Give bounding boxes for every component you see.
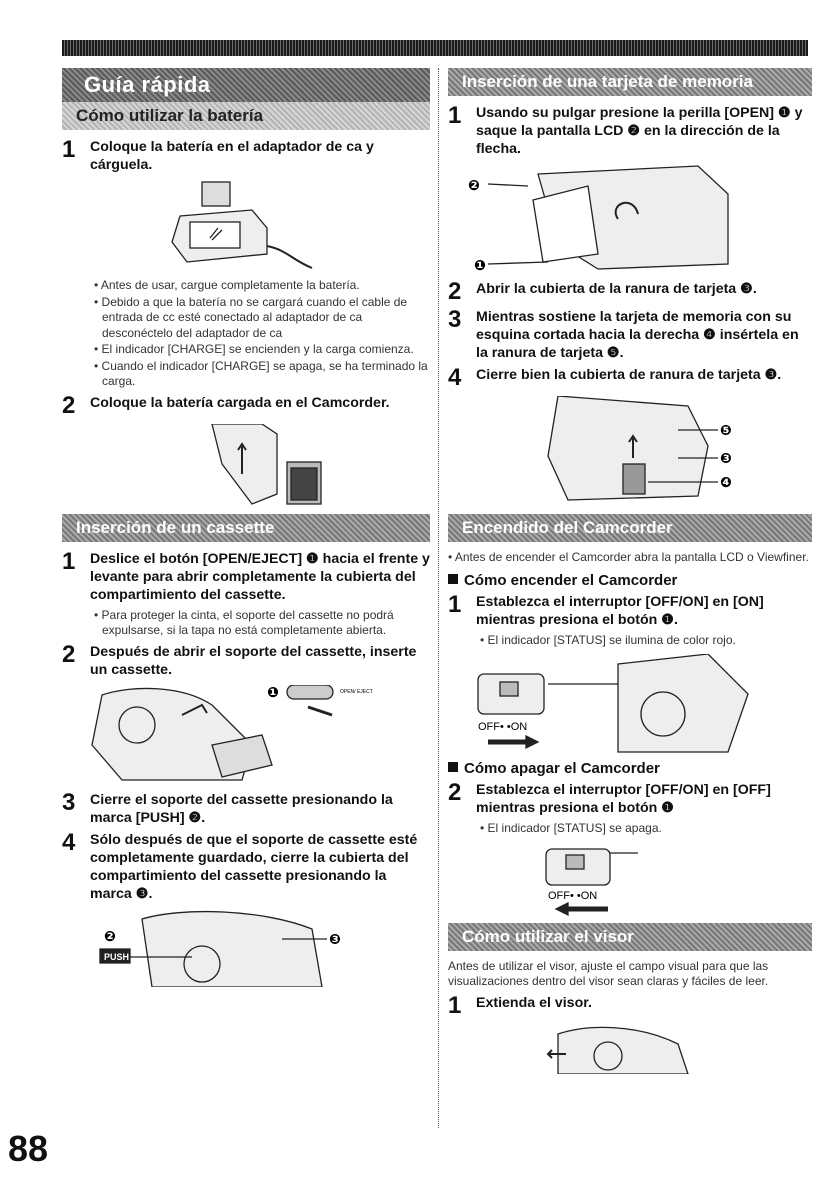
step-text: Establezca el interruptor [OFF/ON] en [OFF] mientras presiona el botón ❶: [476, 782, 771, 816]
battery-step-2: [62, 391, 430, 419]
battery-insert-illustration: [62, 424, 430, 508]
step-text: Cierre bien la cubierta de ranura de tarjeta ❸.: [476, 367, 782, 383]
step-text: Después de abrir el soporte del cassette, inserte un cassette.: [90, 643, 417, 678]
step-number: 1: [448, 991, 462, 1019]
callout-1: ❶: [474, 258, 486, 274]
section-cassette-title: Inserción de un cassette: [62, 514, 430, 542]
step-number: 2: [448, 779, 462, 806]
card-insert-svg: [448, 396, 812, 508]
callout-3: ❸: [720, 451, 732, 467]
callout-4: ❹: [720, 475, 732, 491]
step-number: 2: [62, 640, 76, 668]
switch-label-on: OFF• •ON: [478, 721, 528, 733]
left-column: [62, 68, 430, 993]
viewfinder-para: Antes de utilizar el visor, ajuste el campo visual para que las visualizaciones dentro del visor sean claras y fáciles de leer.: [448, 958, 769, 988]
section-battery-title: Cómo utilizar la batería: [62, 102, 430, 130]
step-number: 3: [62, 788, 76, 816]
step-text: Establezca el interruptor [OFF/ON] en [ON] mientras presiona el botón ❶.: [476, 593, 764, 628]
cassette-step-2: [62, 640, 430, 679]
battery-step-1: [62, 138, 430, 174]
step-text: Extienda el visor.: [476, 994, 592, 1011]
cassette-bullet: • Para proteger la cinta, el soporte del cassette no podrá expulsarse, si la tapa no está completamente abierta.: [94, 607, 394, 637]
section-power-title: Encendido del Camcorder: [448, 514, 812, 542]
battery-bullet-1: • Antes de usar, cargue completamente la batería.: [94, 278, 360, 292]
callout-2: ❷: [468, 178, 480, 194]
cassette-step-1: [62, 547, 430, 604]
callout-5: ❺: [720, 423, 732, 439]
step-text: Mientras sostiene la tarjeta de memoria con su esquina cortada hacia la derecha ❹ insértela en la ranura de tarjeta ❺.: [476, 309, 799, 361]
step-number: 1: [62, 136, 76, 163]
push-label: PUSH: [104, 951, 130, 962]
power-off-illustration: [448, 843, 812, 917]
step-text: Abrir la cubierta de la ranura de tarjeta ❸.: [476, 281, 757, 297]
viewfinder-svg: [448, 1024, 812, 1074]
power-off-title: Cómo apagar el Camcorder: [464, 760, 660, 777]
step-number: 4: [62, 828, 76, 856]
power-off-subtitle: [448, 760, 812, 777]
power-on-title: Cómo encender el Camcorder: [464, 571, 678, 589]
step-number: 2: [62, 391, 76, 419]
step-number: 2: [448, 278, 462, 305]
power-step-1: [448, 590, 812, 629]
memory-step-1: [448, 104, 812, 158]
memory-step-4: [448, 366, 812, 390]
step-number: 4: [448, 364, 462, 391]
section-memory-title: Inserción de una tarjeta de memoria: [448, 68, 812, 96]
power-off-svg: [448, 843, 812, 917]
lcd-open-illustration: [448, 164, 812, 274]
step-number: 3: [448, 306, 462, 333]
power-on-illustration: [448, 654, 812, 754]
step-number: 1: [62, 547, 76, 575]
section-viewfinder-title: Cómo utilizar el visor: [448, 923, 812, 951]
battery-insert-svg: [62, 424, 430, 508]
square-bullet-icon: [448, 762, 458, 772]
lcd-open-svg: [448, 164, 812, 274]
step-text: Usando su pulgar presione la perilla [OPEN] ❶ y saque la pantalla LCD ❷ en la dirección de la flecha.: [476, 105, 803, 157]
cassette-close-svg: [62, 909, 430, 987]
power-bullet-2: • El indicador [STATUS] se apaga.: [480, 821, 662, 835]
step-text: Sólo después de que el soporte de cassette esté completamente guardado, cierre la cubierta del compartimiento del cassette presionando la marca ❸.: [90, 831, 418, 902]
callout-2: ❷: [104, 928, 116, 945]
step-text: Deslice el botón [OPEN/EJECT] ❶ hacia el frente y levante para abrir completamente la cubierta del compartimiento del cassette.: [90, 550, 430, 603]
step-text: Coloque la batería cargada en el Camcorder.: [90, 394, 390, 411]
page-number: 88: [8, 1128, 49, 1169]
cassette-open-illustration: [62, 685, 430, 785]
viewfinder-illustration: [448, 1024, 812, 1074]
column-divider: [438, 68, 439, 1128]
right-column: [448, 68, 812, 1080]
cassette-step-4: [62, 828, 430, 903]
step-number: 1: [448, 102, 462, 129]
step-text: Cierre el soporte del cassette presionando la marca [PUSH] ❷.: [90, 791, 393, 826]
battery-bullet-4: • Cuando el indicador [CHARGE] se apaga, se ha terminado la carga.: [94, 358, 428, 388]
top-rule: [62, 40, 808, 56]
viewfinder-step-1: [448, 991, 812, 1019]
memory-step-3: [448, 308, 812, 362]
power-on-svg: [448, 654, 812, 754]
callout-1: ❶: [267, 684, 279, 701]
card-insert-illustration: [448, 396, 812, 508]
battery-bullet-2: • Debido a que la batería no se cargará cuando el cable de entrada de cc esté conectado al adaptador de ca desconéctelo del adaptador de ca: [94, 294, 408, 340]
cassette-open-svg: [62, 685, 430, 785]
open-eject-label: OPEN/ EJECT: [340, 688, 373, 695]
guide-banner: Guía rápida: [62, 68, 430, 102]
power-bullet-1: • El indicador [STATUS] se ilumina de color rojo.: [480, 632, 736, 647]
cassette-step-3: [62, 788, 430, 827]
step-text: Coloque la batería en el adaptador de ca y cárguela.: [90, 139, 374, 173]
step-number: 1: [448, 590, 462, 618]
memory-step-2: [448, 280, 812, 304]
power-step-2: [448, 781, 812, 817]
cassette-close-illustration: [62, 909, 430, 987]
battery-bullet-3: • El indicador [CHARGE] se encienden y la carga comienza.: [94, 342, 414, 356]
charger-illustration-svg: [62, 180, 430, 272]
switch-label-off: OFF• •ON: [548, 889, 598, 902]
callout-3: ❸: [329, 931, 341, 948]
power-bullet: • Antes de encender el Camcorder abra la pantalla LCD o Viewfiner.: [448, 550, 809, 564]
square-bullet-icon: [448, 574, 458, 584]
charger-illustration: [62, 180, 430, 272]
power-on-subtitle: [448, 572, 812, 589]
